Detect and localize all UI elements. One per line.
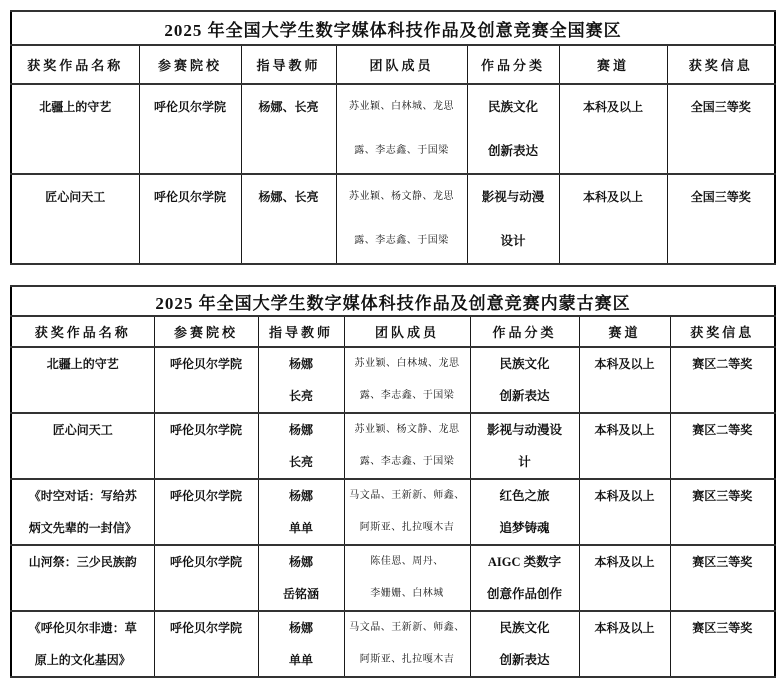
cell-text-line: 露、李志鑫、于国梁 [354,235,449,246]
cell-text-line: 创新表达 [499,653,550,667]
cell-text-line: 长亮 [288,389,313,403]
table-cell [336,84,467,174]
table-cell [579,347,670,413]
column-header: 赛道 [559,45,667,84]
table-cell [139,84,241,174]
table-cell [258,413,344,479]
cell-text-line: 杨娜 [288,489,313,503]
table-cell [579,545,670,611]
table-cell [670,545,775,611]
cell-text-line: 《呼伦贝尔非遗：草 [28,621,137,635]
table-cell [670,479,775,545]
table-cell [579,413,670,479]
table-title: 2025 年全国大学生数字媒体科技作品及创意竞赛全国赛区 [11,11,775,45]
cell-text-line: 杨娜、长亮 [258,100,319,114]
table-cell [559,174,667,264]
cell-text-line: 全国三等奖 [690,190,751,204]
cell-text-line: 民族文化 [499,621,550,635]
cell-text-line: 匠心问天工 [45,190,106,204]
table-cell [11,413,154,479]
table-cell [667,174,775,264]
table-cell [11,611,154,677]
column-header: 获奖作品名称 [11,316,154,347]
awards-table [10,285,776,678]
table-cell [11,545,154,611]
cell-text-line: 杨娜 [288,423,313,437]
cell-text-line: 炳文先辈的一封信》 [28,521,137,535]
cell-text-line: 马文晶、王新新、师鑫、 [349,622,465,633]
table-cell [258,347,344,413]
table-cell [467,84,559,174]
table-cell [467,174,559,264]
table-cell [154,347,258,413]
cell-text-line: 杨娜 [288,555,313,569]
cell-text-line: 创新表达 [499,389,550,403]
table-cell [470,611,579,677]
cell-text-line: 本科及以上 [582,190,643,204]
table-cell [470,479,579,545]
table-cell [470,413,579,479]
table-header-row [11,316,775,347]
cell-text-line: 呼伦贝尔学院 [169,423,242,437]
cell-text-line: 杨娜、长亮 [258,190,319,204]
cell-text-line: 创新表达 [487,144,538,158]
table-cell [470,347,579,413]
column-header: 获奖信息 [670,316,775,347]
table-cell [154,545,258,611]
cell-text-line: 赛区二等奖 [692,423,753,437]
column-header: 参赛院校 [139,45,241,84]
table-cell [344,611,470,677]
cell-text-line: 李姗姗、白林城 [370,588,444,599]
cell-text-line: 赛区二等奖 [692,357,753,371]
cell-text-line: AIGC 类数字 [487,555,562,569]
table-row [11,545,775,611]
column-header: 指导教师 [241,45,336,84]
table-row [11,84,775,174]
table-row [11,611,775,677]
table-cell [670,413,775,479]
column-header: 赛道 [579,316,670,347]
cell-text-line: 本科及以上 [594,423,655,437]
cell-text-line: 本科及以上 [594,357,655,371]
table-cell [241,174,336,264]
cell-text-line: 长亮 [288,455,313,469]
cell-text-line: 民族文化 [487,100,538,114]
cell-text-line: 苏业颖、杨文静、龙思 [349,191,454,202]
table-cell [154,479,258,545]
cell-text-line: 阿斯亚、扎拉嘎木吉 [359,654,455,665]
national-division-table-section [10,10,774,265]
cell-text-line: 阿斯亚、扎拉嘎木吉 [359,522,455,533]
cell-text-line: 民族文化 [499,357,550,371]
table-cell [670,611,775,677]
cell-text-line: 单单 [288,521,313,535]
cell-text-line: 单单 [288,653,313,667]
table-title: 2025 年全国大学生数字媒体科技作品及创意竞赛内蒙古赛区 [11,286,775,316]
cell-text-line: 设计 [500,234,526,248]
cell-text-line: 山河祭：三少民族韵 [28,555,137,569]
cell-text-line: 本科及以上 [594,621,655,635]
column-header: 作品分类 [470,316,579,347]
cell-text-line: 杨娜 [288,621,313,635]
table-cell [579,479,670,545]
table-cell [241,84,336,174]
table-header-row [11,45,775,84]
cell-text-line: 原上的文化基因》 [34,653,131,667]
cell-text-line: 苏业颖、白林城、龙思 [349,101,454,112]
cell-text-line: 杨娜 [288,357,313,371]
table-cell [344,347,470,413]
table-cell [11,479,154,545]
cell-text-line: 计 [518,455,531,469]
column-header: 参赛院校 [154,316,258,347]
cell-text-line: 岳铭涵 [282,587,319,601]
awards-table [10,10,776,265]
cell-text-line: 全国三等奖 [690,100,751,114]
cell-text-line: 陈佳恩、周丹、 [370,556,444,567]
cell-text-line: 匠心问天工 [52,423,113,437]
cell-text-line: 影视与动漫设 [486,423,562,437]
table-row [11,413,775,479]
table-cell [11,84,139,174]
cell-text-line: 呼伦贝尔学院 [169,489,242,503]
cell-text-line: 北疆上的守艺 [46,357,119,371]
column-header: 指导教师 [258,316,344,347]
table-cell [154,611,258,677]
cell-text-line: 本科及以上 [582,100,643,114]
cell-text-line: 赛区三等奖 [692,555,753,569]
cell-text-line: 赛区三等奖 [692,621,753,635]
table-cell [670,347,775,413]
table-cell [559,84,667,174]
cell-text-line: 影视与动漫 [481,190,545,204]
table-cell [344,413,470,479]
table-cell [139,174,241,264]
table-cell [258,479,344,545]
cell-text-line: 北疆上的守艺 [39,100,112,114]
table-cell [336,174,467,264]
cell-text-line: 露、李志鑫、于国梁 [359,390,455,401]
table-cell [344,479,470,545]
cell-text-line: 红色之旅 [499,489,550,503]
cell-text-line: 创意作品创作 [486,587,562,601]
cell-text-line: 呼伦贝尔学院 [169,621,242,635]
table-cell [470,545,579,611]
cell-text-line: 呼伦贝尔学院 [169,357,242,371]
cell-text-line: 本科及以上 [594,555,655,569]
cell-text-line: 呼伦贝尔学院 [169,555,242,569]
table-cell [258,611,344,677]
cell-text-line: 本科及以上 [594,489,655,503]
table-cell [11,174,139,264]
table-row [11,479,775,545]
cell-text-line: 呼伦贝尔学院 [153,190,226,204]
column-header: 作品分类 [467,45,559,84]
cell-text-line: 苏业颖、白林城、龙思 [354,358,460,369]
table-row [11,174,775,264]
cell-text-line: 露、李志鑫、于国梁 [359,456,455,467]
table-cell [667,84,775,174]
table-cell [344,545,470,611]
cell-text-line: 赛区三等奖 [692,489,753,503]
column-header: 获奖作品名称 [11,45,139,84]
table-cell [11,347,154,413]
table-cell [258,545,344,611]
column-header: 团队成员 [344,316,470,347]
column-header: 获奖信息 [667,45,775,84]
cell-text-line: 《时空对话：写给苏 [28,489,137,503]
column-header: 团队成员 [336,45,467,84]
cell-text-line: 苏业颖、杨文静、龙思 [354,424,460,435]
cell-text-line: 呼伦贝尔学院 [153,100,226,114]
table-row [11,347,775,413]
cell-text-line: 马文晶、王新新、师鑫、 [349,490,465,501]
cell-text-line: 追梦铸魂 [499,521,550,535]
cell-text-line: 露、李志鑫、于国梁 [354,145,449,156]
table-cell [154,413,258,479]
inner-mongolia-division-table-section [10,285,774,678]
table-cell [579,611,670,677]
